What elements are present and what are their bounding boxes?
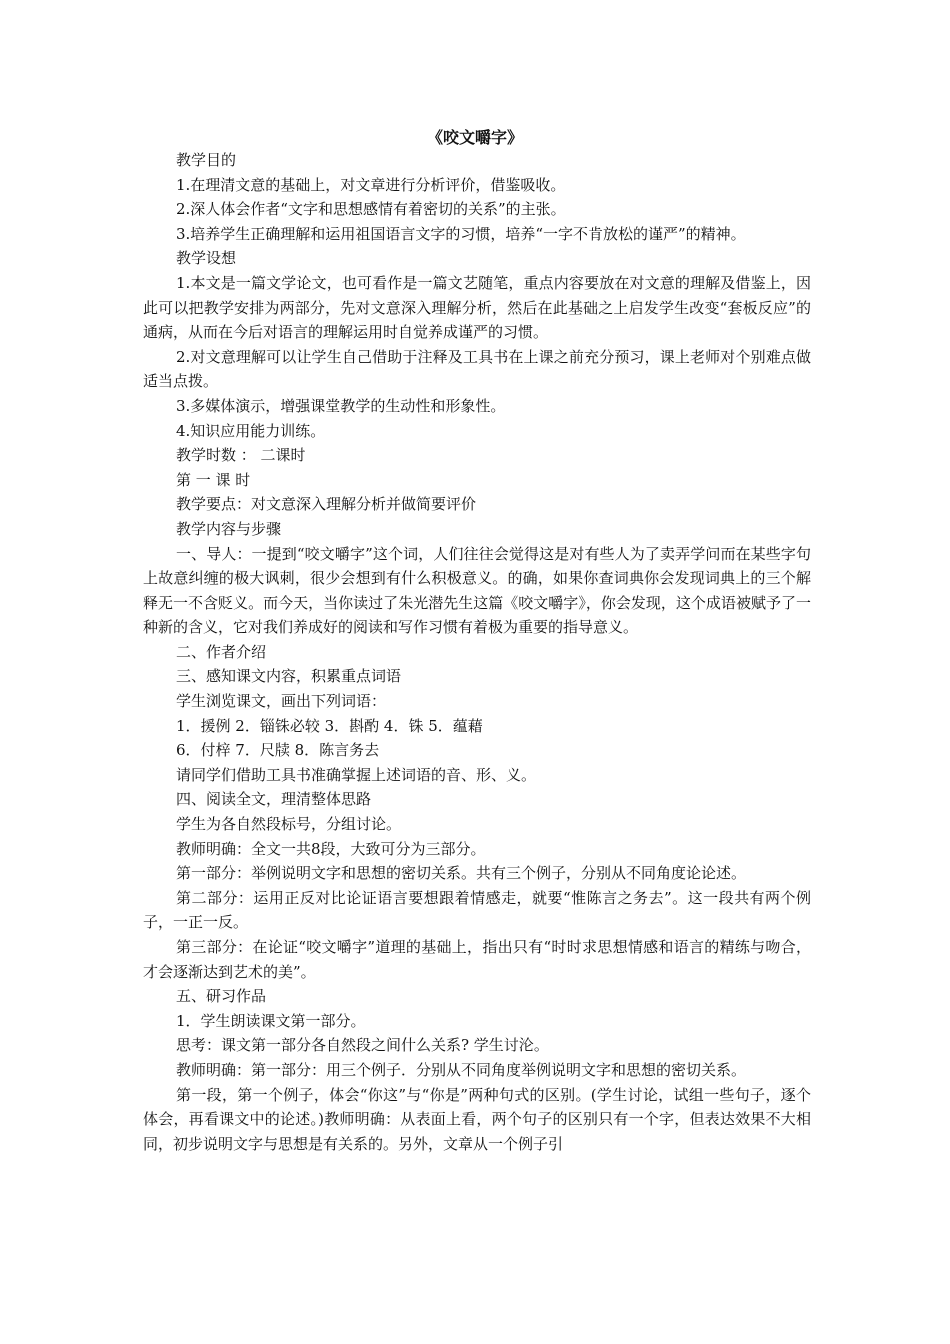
paragraph: 1.在理清文意的基础上，对文章进行分析评价，借鉴吸收。: [176, 175, 566, 194]
paragraph: 教师明确：全文一共8段，大致可分为三部分。: [176, 839, 486, 858]
paragraph: 学生为各自然段标号，分组讨论。: [176, 815, 402, 834]
paragraph: 教学目的: [176, 151, 237, 169]
paragraph: 三、感知课文内容，积累重点词语: [176, 667, 402, 686]
paragraph: 教学内容与步骤: [176, 519, 282, 538]
paragraph: 第 一 课 时: [176, 470, 251, 489]
paragraph: 教学设想: [176, 249, 237, 268]
paragraph: 1.本文是一篇文学论文，也可看作是一篇文艺随笔，重点内容要放在对文意的理解及借鉴上，因此可以把教学安排为两部分，先对文意深入理解分析，然后在此基础之上启发学生改变“套板反应”的通病，从而在今后对语言的理解运用时自觉养成谨严的习惯。: [143, 273, 811, 342]
paragraph: 教学要点：对文意深入理解分析并做简要评价: [176, 495, 477, 514]
paragraph: 四、阅读全文，理清整体思路: [176, 790, 372, 809]
paragraph: 1．学生朗读课文第一部分。: [176, 1011, 366, 1030]
paragraph: 思考：课文第一部分各自然段之间什么关系? 学生讨沦。: [176, 1036, 549, 1055]
paragraph: 教学时数 ： 二课时: [176, 446, 306, 465]
paragraph: 4.知识应用能力训练。: [176, 421, 326, 440]
paragraph: 教师明确：第一部分：用三个例子．分别从不同角度举例说明文字和思想的密切关系。: [176, 1060, 747, 1079]
paragraph: 1．援例 2．锱铢必较 3．斟酌 4．铢 5．蕴藉: [176, 716, 483, 735]
paragraph: 第二部分：运用正反对比论证语言要想跟着情感走，就要“惟陈言之务去”。这一段共有两个例子，一正一反。: [143, 888, 811, 932]
document-body: [143, 148, 811, 1156]
paragraph: 一、导人：一提到“咬文嚼字”这个词，人们往往会觉得这是对有些人为了卖弄学问而在某些字句上故意纠缠的极大讽刺，很少会想到有什么积极意义。的确，如果你查词典你会发现词典上的三个解释无一不含贬义。而今天，当你读过了朱光潜先生这篇《咬文嚼字》，你会发现，这个成语被赋予了一种新的含义，它对我们养成好的阅读和写作习惯有着极为重要的指导意义。: [143, 544, 811, 637]
paragraph: 2.深人体会作者“文字和思想感情有着密切的关系”的主张。: [176, 200, 566, 219]
paragraph: 五、研习作品: [176, 987, 267, 1006]
paragraph: 学生浏览课文，画出下列词语：: [176, 692, 387, 711]
paragraph: 3.多媒体演示，增强课堂教学的生动性和形象性。: [176, 396, 506, 415]
paragraph: 请同学们借助工具书准确掌握上述词语的音、形、义。: [176, 765, 537, 784]
paragraph: 6．付梓 7．尺牍 8．陈言务去: [176, 741, 380, 760]
paragraph: 第三部分：在论证“咬文嚼字”道理的基础上，指出只有“时时求思想情感和语言的精练与吻合，才会逐渐达到艺术的美”。: [143, 938, 811, 981]
paragraph: 二、作者介绍: [176, 642, 267, 661]
paragraph: 3.培养学生正确理解和运用祖国语言文字的习惯，培养“一字不肯放松的谨严”的精神。: [176, 224, 746, 243]
paragraph: 2.对文意理解可以让学生自己借助于注释及工具书在上课之前充分预习，课上老师对个别难点做适当点拨。: [143, 347, 811, 391]
paragraph: 第一部分：举例说明文字和思想的密切关系。共有三个例子，分别从不同角度论论述。: [176, 864, 747, 883]
document-title: 《咬文嚼字》: [426, 128, 523, 147]
paragraph: 第一段，第一个例子，体会“你这”与“你是”两种句式的区别。(学生讨论，试组一些句子，逐个体会，再看课文中的论述。)教师明确：从表面上看，两个句子的区别只有一个字，但表达效果不大相同，初步说明文字与思想是有关系的。另外，文章从一个例子引: [143, 1085, 811, 1153]
